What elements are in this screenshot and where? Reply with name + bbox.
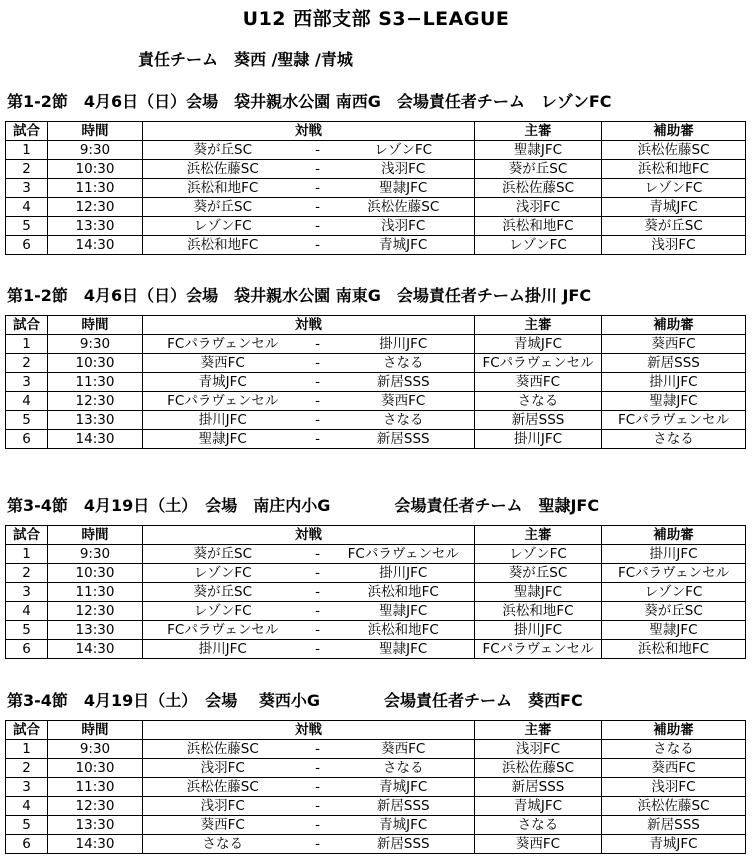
- kickoff-time-cell: 12:30: [48, 602, 143, 621]
- kickoff-time-cell: 13:30: [48, 411, 143, 430]
- referee-cell: レゾンFC: [475, 236, 602, 255]
- table-header-row: [6, 721, 746, 740]
- match-no-cell: 5: [6, 816, 48, 835]
- home-team-cell: レゾンFC: [143, 217, 303, 236]
- header-assistant: 補助審: [602, 316, 746, 335]
- referee-cell: さなる: [475, 816, 602, 835]
- table-row: [6, 160, 746, 179]
- assistant-referee-cell: 掛川JFC: [602, 545, 746, 564]
- match-no-cell: 2: [6, 354, 48, 373]
- match-table: [5, 525, 746, 659]
- versus-dash-cell: -: [303, 430, 333, 449]
- header-match: 対戦: [143, 122, 475, 141]
- away-team-cell: 青城JFC: [333, 816, 475, 835]
- table-row: [6, 778, 746, 797]
- assistant-referee-cell: 葵西FC: [602, 335, 746, 354]
- versus-dash-cell: -: [303, 373, 333, 392]
- table-row: [6, 640, 746, 659]
- referee-cell: 聖隷JFC: [475, 141, 602, 160]
- home-team-cell: さなる: [143, 835, 303, 854]
- match-no-cell: 3: [6, 179, 48, 198]
- home-team-cell: FCパラヴェンセル: [143, 621, 303, 640]
- table-row: [6, 141, 746, 160]
- page-title: U12 西部支部 S3−LEAGUE: [242, 8, 510, 30]
- kickoff-time-cell: 10:30: [48, 759, 143, 778]
- home-team-cell: 浜松和地FC: [143, 236, 303, 255]
- home-team-cell: FCパラヴェンセル: [143, 392, 303, 411]
- referee-cell: 浜松和地FC: [475, 602, 602, 621]
- versus-dash-cell: -: [303, 392, 333, 411]
- match-no-cell: 5: [6, 217, 48, 236]
- kickoff-time-cell: 13:30: [48, 621, 143, 640]
- away-team-cell: さなる: [333, 759, 475, 778]
- away-team-cell: 聖隷JFC: [333, 602, 475, 621]
- versus-dash-cell: -: [303, 640, 333, 659]
- away-team-cell: 聖隷JFC: [333, 640, 475, 659]
- header-referee: 主審: [475, 316, 602, 335]
- versus-dash-cell: -: [303, 545, 333, 564]
- home-team-cell: FCパラヴェンセル: [143, 335, 303, 354]
- versus-dash-cell: -: [303, 217, 333, 236]
- home-team-cell: レゾンFC: [143, 564, 303, 583]
- match-no-cell: 2: [6, 759, 48, 778]
- away-team-cell: 新居SSS: [333, 797, 475, 816]
- assistant-referee-cell: 聖隷JFC: [602, 392, 746, 411]
- away-team-cell: 掛川JFC: [333, 564, 475, 583]
- schedule-section: [5, 91, 745, 255]
- match-table: [5, 121, 746, 255]
- referee-cell: FCパラヴェンセル: [475, 640, 602, 659]
- away-team-cell: 浜松和地FC: [333, 621, 475, 640]
- referee-cell: 葵が丘SC: [475, 160, 602, 179]
- referee-cell: さなる: [475, 392, 602, 411]
- match-no-cell: 6: [6, 835, 48, 854]
- assistant-referee-cell: 青城JFC: [602, 835, 746, 854]
- home-team-cell: レゾンFC: [143, 602, 303, 621]
- match-no-cell: 4: [6, 602, 48, 621]
- assistant-referee-cell: さなる: [602, 430, 746, 449]
- home-team-cell: 葵が丘SC: [143, 198, 303, 217]
- versus-dash-cell: -: [303, 740, 333, 759]
- kickoff-time-cell: 10:30: [48, 564, 143, 583]
- table-row: [6, 411, 746, 430]
- referee-cell: レゾンFC: [475, 545, 602, 564]
- header-match: 対戦: [143, 721, 475, 740]
- match-no-cell: 1: [6, 740, 48, 759]
- away-team-cell: 新居SSS: [333, 835, 475, 854]
- table-row: [6, 545, 746, 564]
- versus-dash-cell: -: [303, 602, 333, 621]
- table-row: [6, 217, 746, 236]
- referee-cell: 新居SSS: [475, 411, 602, 430]
- home-team-cell: 葵西FC: [143, 816, 303, 835]
- away-team-cell: 浜松佐藤SC: [333, 198, 475, 217]
- assistant-referee-cell: FCパラヴェンセル: [602, 411, 746, 430]
- schedule-section: [5, 690, 745, 854]
- home-team-cell: 葵西FC: [143, 354, 303, 373]
- assistant-referee-cell: 浜松佐藤SC: [602, 797, 746, 816]
- referee-cell: 浜松佐藤SC: [475, 179, 602, 198]
- section-heading: 第1-2節 4月6日（日）会場 袋井親水公園 南西G 会場責任者チーム レゾンFC: [7, 92, 612, 111]
- referee-cell: 葵が丘SC: [475, 564, 602, 583]
- kickoff-time-cell: 10:30: [48, 354, 143, 373]
- kickoff-time-cell: 9:30: [48, 141, 143, 160]
- match-no-cell: 1: [6, 545, 48, 564]
- kickoff-time-cell: 11:30: [48, 373, 143, 392]
- away-team-cell: レゾンFC: [333, 141, 475, 160]
- versus-dash-cell: -: [303, 816, 333, 835]
- match-table: [5, 720, 746, 854]
- match-no-cell: 1: [6, 335, 48, 354]
- match-no-cell: 3: [6, 373, 48, 392]
- kickoff-time-cell: 11:30: [48, 179, 143, 198]
- match-no-cell: 6: [6, 640, 48, 659]
- table-row: [6, 564, 746, 583]
- assistant-referee-cell: FCパラヴェンセル: [602, 564, 746, 583]
- table-row: [6, 583, 746, 602]
- assistant-referee-cell: 葵が丘SC: [602, 602, 746, 621]
- assistant-referee-cell: 浅羽FC: [602, 778, 746, 797]
- table-header-row: [6, 316, 746, 335]
- versus-dash-cell: -: [303, 835, 333, 854]
- versus-dash-cell: -: [303, 160, 333, 179]
- assistant-referee-cell: 浜松和地FC: [602, 160, 746, 179]
- away-team-cell: 浜松和地FC: [333, 583, 475, 602]
- assistant-referee-cell: レゾンFC: [602, 179, 746, 198]
- versus-dash-cell: -: [303, 335, 333, 354]
- assistant-referee-cell: 新居SSS: [602, 816, 746, 835]
- header-match: 対戦: [143, 316, 475, 335]
- table-row: [6, 373, 746, 392]
- away-team-cell: 新居SSS: [333, 373, 475, 392]
- table-row: [6, 335, 746, 354]
- versus-dash-cell: -: [303, 621, 333, 640]
- kickoff-time-cell: 9:30: [48, 545, 143, 564]
- assistant-referee-cell: 浜松和地FC: [602, 640, 746, 659]
- referee-cell: 新居SSS: [475, 778, 602, 797]
- kickoff-time-cell: 14:30: [48, 430, 143, 449]
- schedule-section: [5, 285, 745, 449]
- home-team-cell: 聖隷JFC: [143, 430, 303, 449]
- table-row: [6, 198, 746, 217]
- versus-dash-cell: -: [303, 354, 333, 373]
- kickoff-time-cell: 14:30: [48, 835, 143, 854]
- responsible-teams: 責任チーム 葵西 /聖隷 /青城: [138, 50, 353, 69]
- kickoff-time-cell: 9:30: [48, 740, 143, 759]
- match-no-cell: 2: [6, 564, 48, 583]
- away-team-cell: 新居SSS: [333, 430, 475, 449]
- table-row: [6, 179, 746, 198]
- schedule-section: [5, 495, 745, 659]
- table-row: [6, 759, 746, 778]
- referee-cell: 浜松佐藤SC: [475, 759, 602, 778]
- referee-cell: FCパラヴェンセル: [475, 354, 602, 373]
- header-time: 時間: [48, 122, 143, 141]
- away-team-cell: 葵西FC: [333, 392, 475, 411]
- versus-dash-cell: -: [303, 797, 333, 816]
- header-match: 対戦: [143, 526, 475, 545]
- home-team-cell: 掛川JFC: [143, 411, 303, 430]
- match-no-cell: 4: [6, 198, 48, 217]
- kickoff-time-cell: 14:30: [48, 236, 143, 255]
- header-time: 時間: [48, 721, 143, 740]
- match-no-cell: 5: [6, 621, 48, 640]
- versus-dash-cell: -: [303, 236, 333, 255]
- section-heading: 第1-2節 4月6日（日）会場 袋井親水公園 南東G 会場責任者チーム掛川 JFC: [7, 286, 592, 305]
- assistant-referee-cell: 掛川JFC: [602, 373, 746, 392]
- away-team-cell: さなる: [333, 354, 475, 373]
- referee-cell: 掛川JFC: [475, 430, 602, 449]
- assistant-referee-cell: 浅羽FC: [602, 236, 746, 255]
- header-match-no: 試合: [6, 122, 48, 141]
- header-assistant: 補助審: [602, 721, 746, 740]
- referee-cell: 浅羽FC: [475, 198, 602, 217]
- match-no-cell: 3: [6, 583, 48, 602]
- referee-cell: 聖隷JFC: [475, 583, 602, 602]
- versus-dash-cell: -: [303, 759, 333, 778]
- header-referee: 主審: [475, 721, 602, 740]
- home-team-cell: 浅羽FC: [143, 759, 303, 778]
- away-team-cell: 葵西FC: [333, 740, 475, 759]
- referee-cell: 浅羽FC: [475, 740, 602, 759]
- referee-cell: 青城JFC: [475, 335, 602, 354]
- section-heading: 第3-4節 4月19日（土） 会場 南庄内小G 会場責任者チーム 聖隷JFC: [7, 496, 600, 515]
- table-row: [6, 392, 746, 411]
- header-referee: 主審: [475, 122, 602, 141]
- kickoff-time-cell: 11:30: [48, 778, 143, 797]
- table-row: [6, 835, 746, 854]
- kickoff-time-cell: 14:30: [48, 640, 143, 659]
- table-row: [6, 797, 746, 816]
- kickoff-time-cell: 12:30: [48, 392, 143, 411]
- home-team-cell: 浜松佐藤SC: [143, 740, 303, 759]
- assistant-referee-cell: 青城JFC: [602, 198, 746, 217]
- match-no-cell: 2: [6, 160, 48, 179]
- away-team-cell: 浅羽FC: [333, 160, 475, 179]
- match-table: [5, 315, 746, 449]
- kickoff-time-cell: 11:30: [48, 583, 143, 602]
- table-row: [6, 236, 746, 255]
- section-heading: 第3-4節 4月19日（土） 会場 葵西小G 会場責任者チーム 葵西FC: [7, 691, 583, 710]
- home-team-cell: 浜松佐藤SC: [143, 160, 303, 179]
- assistant-referee-cell: 浜松佐藤SC: [602, 141, 746, 160]
- home-team-cell: 葵が丘SC: [143, 583, 303, 602]
- versus-dash-cell: -: [303, 179, 333, 198]
- versus-dash-cell: -: [303, 198, 333, 217]
- table-row: [6, 354, 746, 373]
- assistant-referee-cell: 新居SSS: [602, 354, 746, 373]
- kickoff-time-cell: 13:30: [48, 217, 143, 236]
- away-team-cell: さなる: [333, 411, 475, 430]
- kickoff-time-cell: 10:30: [48, 160, 143, 179]
- match-no-cell: 6: [6, 430, 48, 449]
- match-no-cell: 3: [6, 778, 48, 797]
- header-assistant: 補助審: [602, 526, 746, 545]
- match-no-cell: 5: [6, 411, 48, 430]
- assistant-referee-cell: 聖隷JFC: [602, 621, 746, 640]
- away-team-cell: 浅羽FC: [333, 217, 475, 236]
- versus-dash-cell: -: [303, 564, 333, 583]
- assistant-referee-cell: レゾンFC: [602, 583, 746, 602]
- versus-dash-cell: -: [303, 411, 333, 430]
- table-row: [6, 430, 746, 449]
- header-assistant: 補助審: [602, 122, 746, 141]
- away-team-cell: 聖隷JFC: [333, 179, 475, 198]
- home-team-cell: 浜松和地FC: [143, 179, 303, 198]
- away-team-cell: 青城JFC: [333, 236, 475, 255]
- kickoff-time-cell: 13:30: [48, 816, 143, 835]
- match-no-cell: 6: [6, 236, 48, 255]
- table-row: [6, 816, 746, 835]
- versus-dash-cell: -: [303, 778, 333, 797]
- header-match-no: 試合: [6, 721, 48, 740]
- table-row: [6, 602, 746, 621]
- header-time: 時間: [48, 316, 143, 335]
- home-team-cell: 葵が丘SC: [143, 545, 303, 564]
- match-no-cell: 1: [6, 141, 48, 160]
- table-header-row: [6, 122, 746, 141]
- versus-dash-cell: -: [303, 583, 333, 602]
- referee-cell: 浜松和地FC: [475, 217, 602, 236]
- table-row: [6, 621, 746, 640]
- referee-cell: 葵西FC: [475, 835, 602, 854]
- kickoff-time-cell: 12:30: [48, 797, 143, 816]
- kickoff-time-cell: 9:30: [48, 335, 143, 354]
- versus-dash-cell: -: [303, 141, 333, 160]
- match-no-cell: 4: [6, 797, 48, 816]
- referee-cell: 葵西FC: [475, 373, 602, 392]
- home-team-cell: 浅羽FC: [143, 797, 303, 816]
- away-team-cell: FCパラヴェンセル: [333, 545, 475, 564]
- away-team-cell: 掛川JFC: [333, 335, 475, 354]
- assistant-referee-cell: 葵が丘SC: [602, 217, 746, 236]
- referee-cell: 青城JFC: [475, 797, 602, 816]
- table-header-row: [6, 526, 746, 545]
- away-team-cell: 青城JFC: [333, 778, 475, 797]
- referee-cell: 掛川JFC: [475, 621, 602, 640]
- header-match-no: 試合: [6, 316, 48, 335]
- home-team-cell: 青城JFC: [143, 373, 303, 392]
- kickoff-time-cell: 12:30: [48, 198, 143, 217]
- assistant-referee-cell: さなる: [602, 740, 746, 759]
- match-no-cell: 4: [6, 392, 48, 411]
- table-row: [6, 740, 746, 759]
- header-referee: 主審: [475, 526, 602, 545]
- header-match-no: 試合: [6, 526, 48, 545]
- home-team-cell: 葵が丘SC: [143, 141, 303, 160]
- assistant-referee-cell: 葵西FC: [602, 759, 746, 778]
- home-team-cell: 掛川JFC: [143, 640, 303, 659]
- home-team-cell: 浜松佐藤SC: [143, 778, 303, 797]
- header-time: 時間: [48, 526, 143, 545]
